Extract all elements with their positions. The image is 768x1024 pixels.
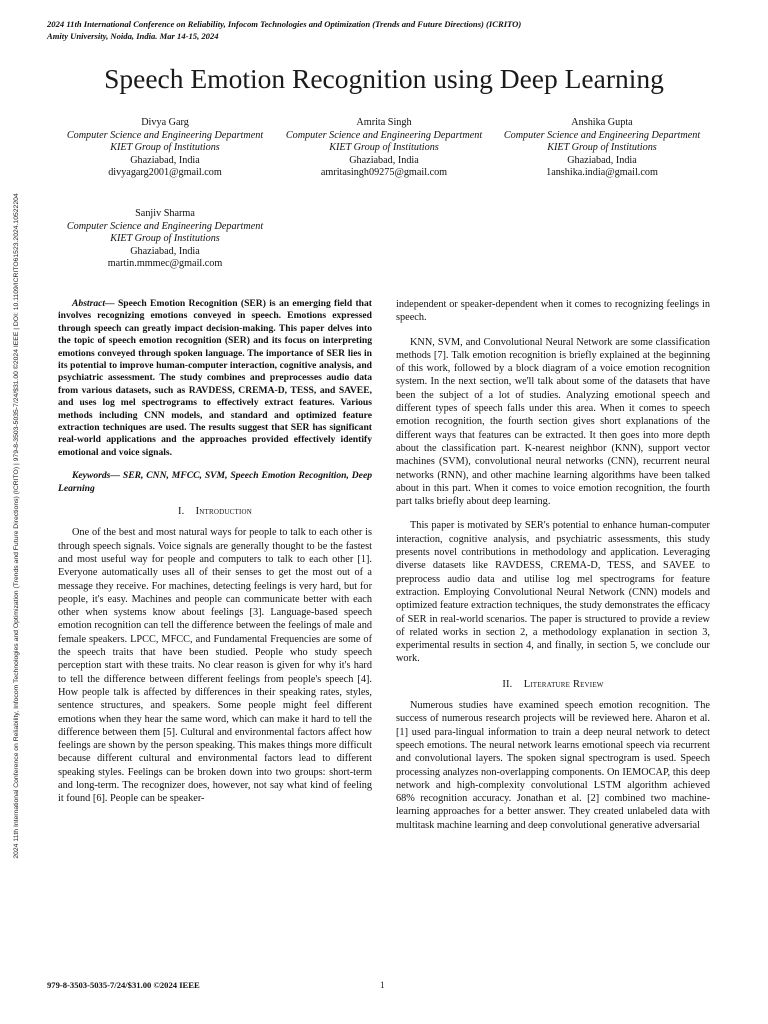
keywords-label: Keywords—: [72, 470, 120, 482]
intro-paragraph-3: This paper is motivated by SER's potential to enhance human-computer interaction, cognitive analysis, and psychiatric assessments, this study presents novel contributions in methodology and application. Leveraging diverse datasets like RAVDESS, CREMA-D, TESS, and SAVEE to preprocess audio data and utilise log mel spectrograms for feature extraction. Employing Convolutional Neural Network (CNN) models and optimized feature extraction techniques, the study demonstrates the efficacy of SER in real-world scenarios. The paper is structured to provide a review of related works in section 2, a methodology explanation in section 3, experimental results in section 4, and finally, in section 5, we conclude our work.: [396, 520, 710, 665]
author-department: Computer Science and Engineering Department: [503, 129, 701, 141]
conference-venue-line: Amity University, Noida, India. Mar 14-15, 2024: [47, 31, 219, 41]
abstract: [58, 298, 372, 459]
page-number: 1: [380, 980, 385, 990]
author-name: Divya Garg: [141, 117, 189, 128]
section-number: II.: [502, 678, 513, 690]
author-email: martin.mmmec@gmail.com: [107, 258, 223, 270]
author-institution: KIET Group of Institutions: [110, 142, 220, 154]
intro-paragraph-2: KNN, SVM, and Convolutional Neural Network are some classification methods [7]. Talk emotion recognition is briefly explained at the beginning of this work, followed by a block diagram of a voice emotion recognition system. In the next section, we'll talk about some of the datasets that have been the subject of a lot of studies. Analyzing emotional speech and different types of speech falls under this area. When it comes to speech emotion recognition, the fourth section gives short explanations of the different ways that features can be extracted. It then goes into more depth about the classification part. K-nearest neighbor (KNN), support vector machines (SVM), convolutional neural networks (CNN), recurrent neural networks (RNN), and other machine learning algorithms have been talked about in this part. When it comes to voice emotion recognition, the fourth part talks briefly about deep learning.: [396, 336, 710, 508]
author-location: Ghaziabad, India: [349, 154, 419, 166]
section-heading-literature-review: [396, 678, 710, 691]
section-number: I.: [177, 506, 185, 518]
author-location: Ghaziabad, India: [567, 154, 637, 166]
conference-title-line: 2024 11th International Conference on Reliability, Infocom Technologies and Optimization (Trends and Future Directions) (ICRITO): [47, 19, 522, 29]
author-department: Computer Science and Engineering Department: [66, 220, 264, 232]
intro-paragraph-1: One of the best and most natural ways for people to talk to each other is through speech signals. Voice signals are generally thought to be the fastest and most useful way for people and computers to talk to each other [1]. Everyone automatically uses all of their senses to get the most out of a message they receive. For machines, detecting feelings is very hard, but for people, it's easy. Machines and people can communicate better with each other when systems know about feelings [3]. Language-based speech emotion recognition can tell the difference between the feelings of male and female speakers. LPCC, MFCC, and Fundamental Frequencies are some of the speech traits that have been studied. People who study speech perception start with these traits. No clear reason is given for why it's hard to tell the difference between different feelings from people's speech [4]. How people talk is affected by differences in their speaking rates, styles, sentence structures, and speakers. Some people might feel different emotions when they hear the same word, which can make it hard to tell the difference between them [5]. Cultural and environmental factors affect how feelings are shown by the person speaking. This makes things more difficult because different cultural and environmental factors lead to different speaking styles. Feelings can be broken down into two groups: short-term and long-term. The recognizer does, however, not say what kind of feeling it found [6]. People can be speaker-: [58, 527, 372, 805]
literature-paragraph-1: Numerous studies have examined speech emotion recognition. The success of numerous research projects will be reviewed here. Aharon et al. [1] used para-lingual information to train a deep neural network to detect speech emotions. The neural network learns emotional speech via recurrent and convolutional layers. The spoken signal spectrogram is used. Speech processing analyzes non-overlapping components. On IEMOCAP, this deep network and high-complexity convolutional LSTM algorithm achieved 68% recognition accuracy. Jonathan et al. [2] combined two machine-learning approaches for a better answer. They created unlabeled data with multitask machine learning and deep convolutional generative adversarial: [396, 700, 710, 831]
section-title: Literature Review: [523, 678, 604, 690]
section-heading-introduction: [58, 505, 372, 518]
author-block: [50, 208, 280, 271]
author-name: Amrita Singh: [356, 117, 412, 128]
conference-header: [47, 18, 737, 42]
author-institution: KIET Group of Institutions: [110, 233, 220, 245]
author-department: Computer Science and Engineering Department: [66, 129, 264, 141]
intro-paragraph-1-continued: independent or speaker-dependent when it comes to recognizing feelings in speech.: [396, 299, 710, 324]
author-email: divyagarg2001@gmail.com: [108, 167, 222, 179]
abstract-text: Speech Emotion Recognition (SER) is an emerging field that involves recognizing emotions conveyed in speech. Emotions expressed through speech can greatly impact decision-making. This paper delves into the topic of speech emotion recognition (SER) and its focus on interpreting emotions conveyed through spoken language. The importance of SER lies in its potential to improve human-computer interaction, cognitive analysis, and psychiatric assessment. The study combines and preprocesses audio data from various datasets, such as RAVDESS, CREMA-D, TESS, and SAVEE, and uses log mel spectrograms to effectively extract features. Various methods including CNN models, and standard and optimized feature extraction techniques are used. The results suggest that SER has significant real-world applications and the approaches provided effectively identify emotional and voice signals.: [58, 298, 372, 458]
author-location: Ghaziabad, India: [130, 154, 200, 166]
paper-title: Speech Emotion Recognition using Deep Learning: [104, 63, 664, 94]
author-email: amritasingh09275@gmail.com: [320, 167, 448, 179]
right-column: [396, 298, 710, 832]
author-name: Sanjiv Sharma: [135, 208, 195, 219]
keywords: [58, 470, 372, 495]
footer-isbn: 979-8-3503-5035-7/24/$31.00 ©2024 IEEE: [47, 980, 200, 990]
author-name: Anshika Gupta: [571, 117, 633, 128]
left-column: [58, 298, 372, 806]
keywords-text: SER, CNN, MFCC, SVM, Speech Emotion Recognition, Deep Learning: [58, 470, 372, 494]
abstract-label: Abstract—: [72, 298, 115, 309]
author-email: 1anshika.india@gmail.com: [546, 167, 658, 179]
author-institution: KIET Group of Institutions: [329, 142, 439, 154]
author-institution: KIET Group of Institutions: [547, 142, 657, 154]
author-department: Computer Science and Engineering Department: [285, 129, 483, 141]
author-location: Ghaziabad, India: [130, 245, 200, 257]
author-block: [487, 117, 717, 180]
doi-sidebar: 2024 11th International Conference on Reliability, Infocom Technologies and Optimization (Trends and Future Directions) (ICRITO) | 979-8-3503-5035-7/24/$31.00 ©2024 IEEE | DOI: 10.1109/ICRITO61523.2024.10522204: [13, 193, 20, 859]
author-block: [50, 117, 280, 180]
author-block: [269, 117, 499, 180]
section-title: Introduction: [195, 506, 253, 518]
